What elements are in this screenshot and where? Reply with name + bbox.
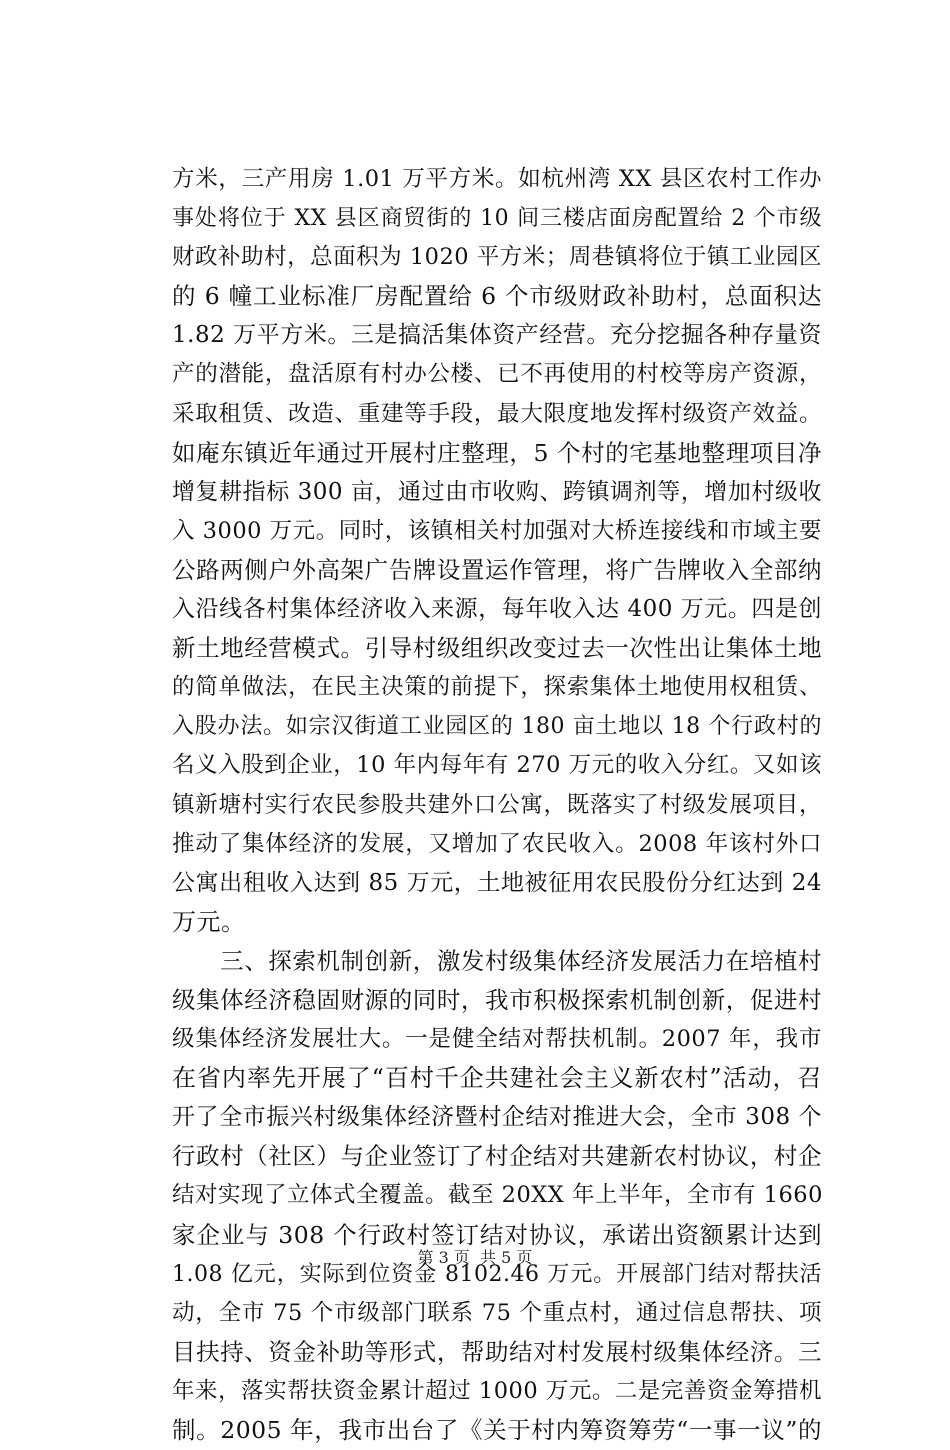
text-line: 年来，落实帮扶资金累计超过 1000 万元。二是完善资金筹措机 (172, 1377, 822, 1404)
page-total: 共 5 页 (480, 1248, 533, 1267)
text-line: 制。2005 年，我市出台了《关于村内筹资筹劳“一事一议”的 (172, 1416, 822, 1444)
text-line: 如庵东镇近年通过开展村庄整理，5 个村的宅基地整理项目净 (172, 438, 822, 467)
text-line: 1.82 万平方米。三是搞活集体资产经营。充分挖掘各种存量资 (172, 322, 822, 349)
text-line: 行政村（社区）与企业签订了村企结对共建新农村协议，村企 (172, 1142, 822, 1171)
text-line: 入股办法。如宗汉街道工业园区的 180 亩土地以 18 个行政村的 (172, 714, 822, 740)
text-line: 新土地经营模式。引导村级组织改变过去一次性出让集体土地 (172, 634, 822, 663)
text-line: 的 6 幢工业标准厂房配置给 6 个市级财政补助村，总面积达 (172, 282, 822, 311)
text-line: 1.08 亿元，实际到位资金 8102.46 万元。开展部门结对帮扶活 (172, 1261, 822, 1287)
text-line: 公路两侧户外高架广告牌设置运作管理，将广告牌收入全部纳 (172, 555, 822, 584)
text-line: 入 3000 万元。同时，该镇相关村加强对大桥连接线和市域主要 (172, 517, 822, 544)
text-line: 结对实现了立体式全覆盖。截至 20XX 年上半年，全市有 1660 (172, 1182, 823, 1209)
text-line: 增复耕指标 300 亩，通过由市收购、跨镇调剂等，增加村级收 (172, 478, 822, 505)
text-line: 的简单做法，在民主决策的前提下，探索集体土地使用权租赁、 (172, 674, 822, 701)
text-line: 方米，三产用房 1.01 万平方米。如杭州湾 XX 县区农村工作办 (172, 166, 822, 192)
text-line: 三、探索机制创新，激发村级集体经济发展活力在培植村 (172, 946, 822, 975)
text-line: 产的潜能，盘活原有村办公楼、已不再使用的村校等房产资源， (172, 361, 822, 388)
text-line: 级集体经济发展壮大。一是健全结对帮扶机制。2007 年，我市 (172, 1026, 822, 1053)
text-line: 家企业与 308 个行政村签订结对协议，承诺出资额累计达到 (172, 1220, 822, 1249)
text-line: 入沿线各村集体经济收入来源，每年收入达 400 万元。四是创 (172, 596, 822, 623)
text-line: 目扶持、资金补助等形式，帮助结对村发展村级集体经济。三 (172, 1337, 822, 1366)
text-line: 采取租赁、改造、重建等手段，最大限度地发挥村级资产效益。 (172, 400, 822, 427)
page-footer (0, 1248, 950, 1268)
text-line: 开了全市振兴村级集体经济暨村企结对推进大会，全市 308 个 (172, 1104, 822, 1131)
text-line: 镇新塘村实行农民参股共建外口公寓，既落实了村级发展项目， (172, 791, 822, 818)
text-line: 在省内率先开展了“百村千企共建社会主义新农村”活动，召 (172, 1064, 822, 1093)
text-line: 财政补助村，总面积为 1020 平方米；周巷镇将位于镇工业园区 (172, 244, 822, 271)
page-number: 第 3 页 (417, 1248, 470, 1267)
text-line: 万元。 (172, 907, 246, 936)
text-line: 级集体经济稳固财源的同时，我市积极探索机制创新，促进村 (172, 985, 822, 1014)
text-line: 公寓出租收入达到 85 万元，土地被征用农民股份分红达到 24 (172, 869, 822, 896)
text-line: 动，全市 75 个市级部门联系 75 个重点村，通过信息帮扶、项 (172, 1299, 822, 1326)
text-line: 名义入股到企业，10 年内每年有 270 万元的收入分红。又如该 (172, 752, 822, 779)
text-line: 事处将位于 XX 县区商贸街的 10 间三楼店面房配置给 2 个市级 (172, 206, 822, 232)
text-line: 推动了集体经济的发展，又增加了农民收入。2008 年该村外口 (172, 830, 822, 857)
footer-gap (470, 1248, 480, 1267)
